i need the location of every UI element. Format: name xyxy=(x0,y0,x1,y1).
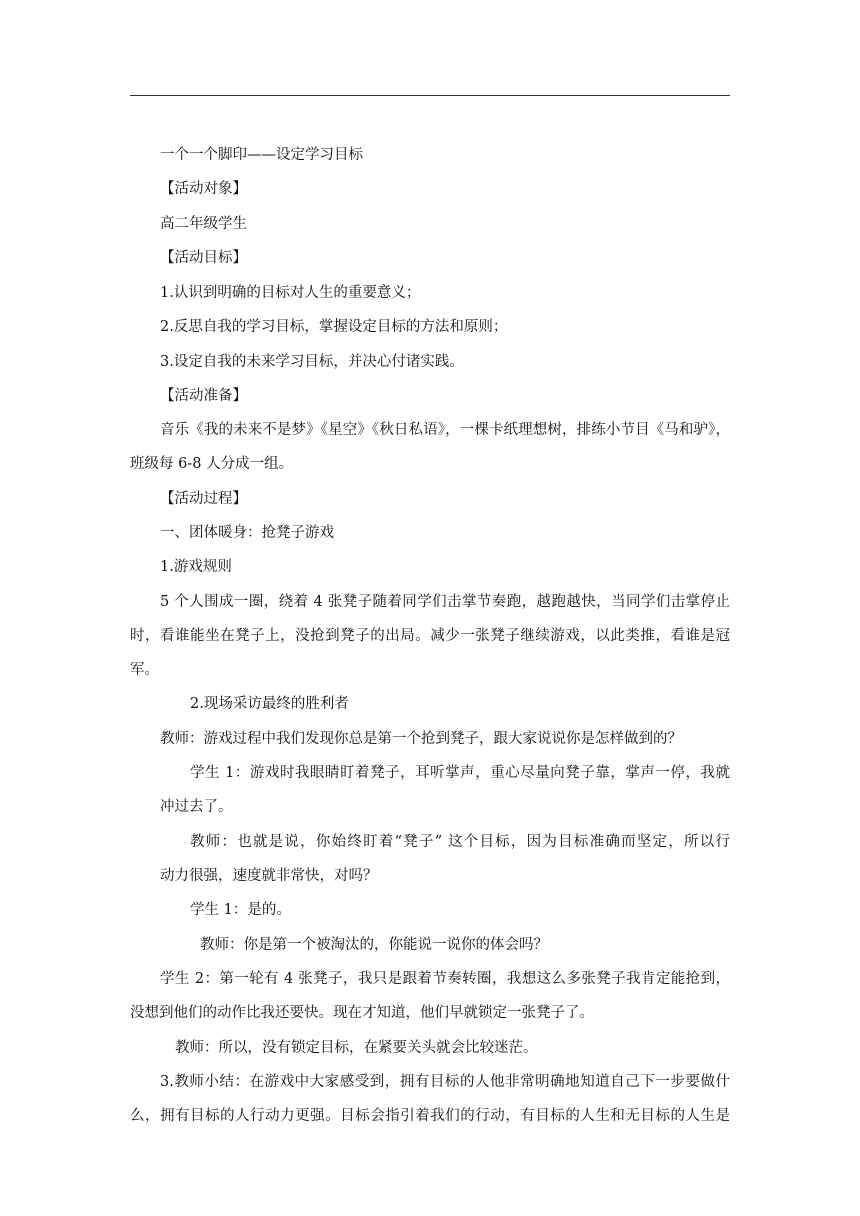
dialogue-line: 教师：你是第一个被淘汰的，你能说一说你的体会吗？ xyxy=(200,937,548,953)
activity-object-text: 高二年级学生 xyxy=(160,216,247,232)
rules-text-line: 5 个人围成一圈，绕着 4 张凳子随着同学们击掌节奏跑，越跑越快，当同学们击掌停止 xyxy=(160,594,730,610)
summary-text-line: 3.教师小结：在游戏中大家感受到，拥有目标的人他非常明确地知道自己下一步要做什 xyxy=(160,1074,730,1090)
dialogue-line: 动力很强，速度就非常快，对吗？ xyxy=(160,868,378,884)
dialogue-line: 教师：游戏过程中我们发现你总是第一个抢到凳子，跟大家说说你是怎样做到的？ xyxy=(160,731,682,747)
header-rule xyxy=(130,95,730,96)
goal-item: 3.设定自我的未来学习目标，并决心付诸实践。 xyxy=(160,354,464,370)
rules-text-line: 时，看谁能坐在凳子上，没抢到凳子的出局。减少一张凳子继续游戏，以此类推，看谁是冠 xyxy=(130,628,730,644)
dialogue-line: 学生 1：是的。 xyxy=(190,902,291,918)
dialogue-line: 没想到他们的动作比我还要快。现在才知道，他们早就锁定一张凳子了。 xyxy=(130,1005,594,1021)
heading-activity-goals: 【活动目标】 xyxy=(160,250,247,266)
dialogue-line: 学生 1：游戏时我眼睛盯着凳子，耳听掌声，重心尽量向凳子靠，掌声一停，我就 xyxy=(190,765,730,781)
heading-activity-process: 【活动过程】 xyxy=(160,491,247,507)
heading-activity-prep: 【活动准备】 xyxy=(160,388,247,404)
section-title: 一、团体暖身：抢凳子游戏 xyxy=(160,525,334,541)
prep-text-line: 音乐《我的未来不是梦》《星空》《秋日私语》，一棵卡纸理想树，排练小节目《马和驴》， xyxy=(160,422,730,438)
goal-item: 1.认识到明确的目标对人生的重要意义； xyxy=(160,285,421,301)
heading-activity-object: 【活动对象】 xyxy=(160,181,247,197)
goal-item: 2.反思自我的学习目标，掌握设定目标的方法和原则； xyxy=(160,319,508,335)
subsection-title: 1.游戏规则 xyxy=(160,559,232,575)
dialogue-line: 教师：所以，没有锁定目标，在紧要关头就会比较迷茫。 xyxy=(175,1040,538,1056)
subsection-title: 2.现场采访最终的胜利者 xyxy=(190,696,349,712)
dialogue-line: 冲过去了。 xyxy=(160,799,233,815)
rules-text-line: 军。 xyxy=(130,662,159,678)
summary-text-line: 么，拥有目标的人行动力更强。目标会指引着我们的行动，有目标的人生和无目标的人生是 xyxy=(130,1108,730,1124)
document-title: 一个一个脚印——设定学习目标 xyxy=(160,147,363,163)
dialogue-line: 教师：也就是说，你始终盯着“凳子” 这个目标，因为目标准确而坚定，所以行 xyxy=(190,834,730,850)
dialogue-line: 学生 2：第一轮有 4 张凳子，我只是跟着节奏转圈，我想这么多张凳子我肯定能抢到， xyxy=(160,971,730,987)
prep-text-line: 班级每 6-8 人分成一组。 xyxy=(130,456,294,472)
